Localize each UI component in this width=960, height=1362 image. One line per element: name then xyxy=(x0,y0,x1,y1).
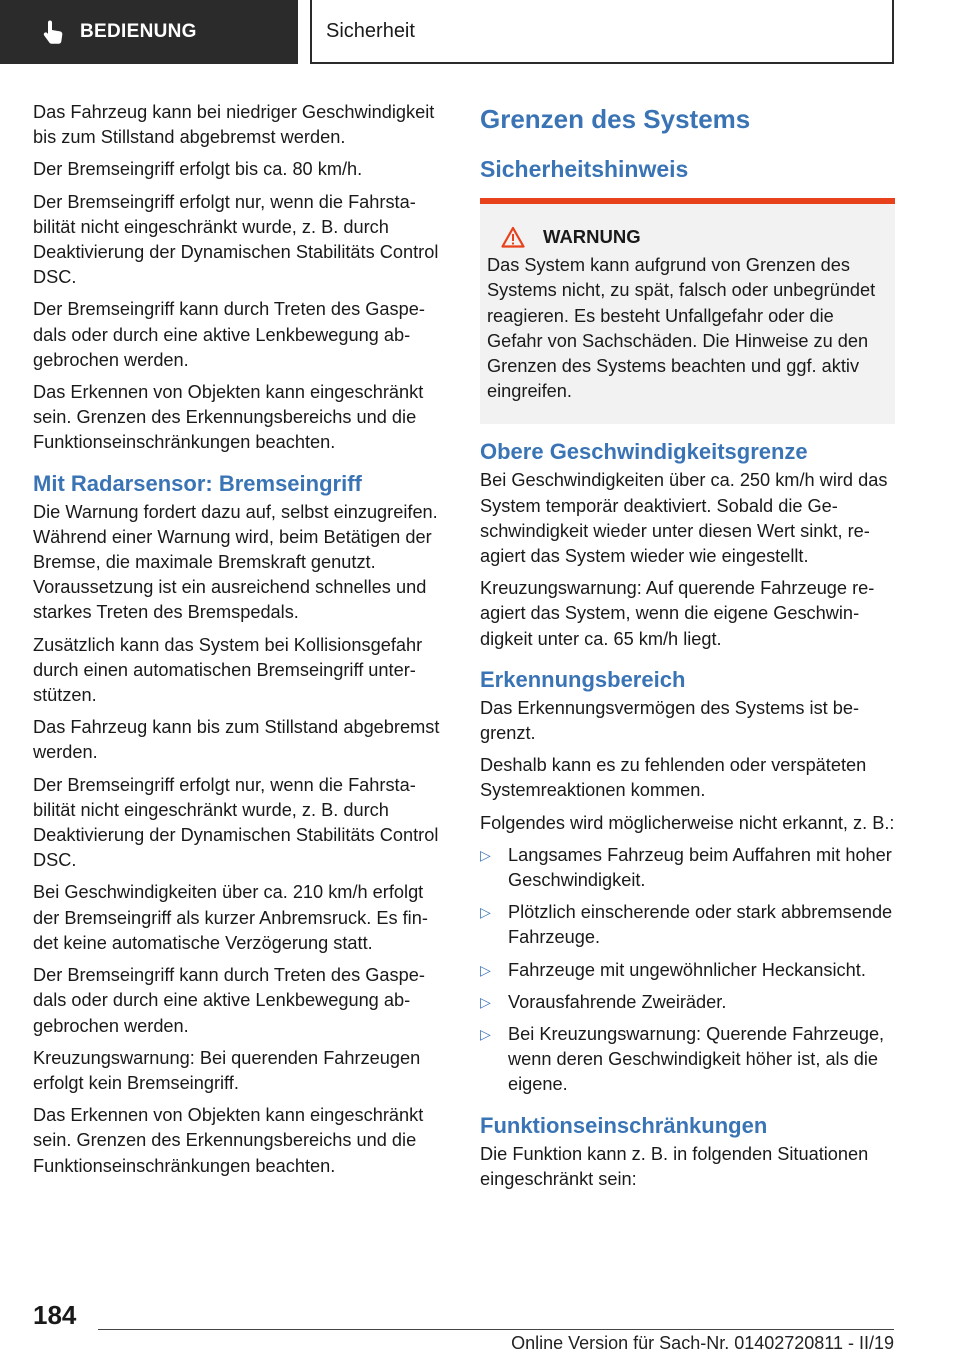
paragraph: Der Bremseingriff erfolgt nur, wenn die Fahrstabilität nicht eingeschränkt wurde, z. B. durch Deaktivierung der Dynamischen Stabilitäts Control DSC. xyxy=(33,191,439,288)
footer-version: Online Version für Sach-Nr. 01402720811 - II/19 xyxy=(511,1333,894,1353)
warning-triangle-icon xyxy=(501,226,525,248)
pointing-hand-icon xyxy=(42,19,64,45)
bullet-triangle-icon: ▷ xyxy=(480,904,491,921)
safety-heading: Sicherheitshinweis xyxy=(480,156,689,182)
section-label: BEDIENUNG xyxy=(80,21,197,42)
paragraph: Das Fahrzeug kann bis zum Stillstand abgebremst werden. xyxy=(33,717,440,763)
left-column xyxy=(33,100,447,1186)
warning-header xyxy=(487,224,887,249)
page-title: Sicherheit xyxy=(326,19,415,42)
section-heading: Mit Radarsensor: Bremseingriff xyxy=(33,470,362,496)
paragraph: Der Bremseingriff erfolgt nur, wenn die Fahrstabilität nicht eingeschränkt wurde, z. B. durch Deaktivierung der Dynamischen Stabilitäts Control DSC. xyxy=(33,774,439,871)
list-item-text: Plötzlich einscherende oder stark abbremsende Fahrzeuge. xyxy=(508,902,893,948)
list-item-text: Vorausfahrende Zweiräder. xyxy=(508,991,727,1012)
paragraph: Kreuzungswarnung: Bei querenden Fahrzeugen erfolgt kein Bremseingriff. xyxy=(33,1047,421,1093)
paragraph: Das Fahrzeug kann bei niedriger Geschwindigkeit bis zum Stillstand abgebremst werden. xyxy=(33,102,435,148)
right-column xyxy=(480,100,895,1199)
bullet-list xyxy=(480,843,895,1098)
warning-title: WARNUNG xyxy=(543,226,641,247)
list-item xyxy=(480,900,895,950)
list-item-text: Langsames Fahrzeug beim Auffahren mit hoher Geschwindigkeit. xyxy=(508,844,892,891)
paragraph: Der Bremseingriff erfolgt bis ca. 80 km/h. xyxy=(33,159,363,180)
paragraph: Der Bremseingriff kann durch Treten des Gaspedals oder durch eine aktive Lenkbewegung abgebrochen werden. xyxy=(33,299,425,370)
paragraph: Zusätzlich kann das System bei Kollisionsgefahr durch einen automatischen Bremseingriff unterstützen. xyxy=(33,634,423,706)
bullet-triangle-icon: ▷ xyxy=(480,1026,491,1043)
paragraph: Die Warnung fordert dazu auf, selbst einzugreifen. Während einer Warnung wird, beim Betätigen der Bremse, die maximale Bremskraft genutzt. Voraussetzung ist ein ausreichend schnelles und starkes Treten des Bremspedals. xyxy=(33,501,438,623)
list-item-text: Bei Kreuzungswarnung: Querende Fahrzeuge, wenn deren Geschwindigkeit höher ist, als die eigene. xyxy=(508,1024,885,1095)
bullet-triangle-icon: ▷ xyxy=(480,961,491,978)
list-item xyxy=(480,958,895,983)
warning-text: Das System kann aufgrund von Grenzen des Systems nicht, zu spät, falsch oder unbegründet reagieren. Es besteht Unfallgefahr oder die Gefahr von Sachschäden. Die Hinweise zu den Grenzen des Systems beachten und ggf. aktiv eingreifen. xyxy=(487,255,876,402)
bullet-triangle-icon: ▷ xyxy=(480,993,491,1010)
section-heading: Erkennungsbereich xyxy=(480,666,686,692)
section-tab[interactable] xyxy=(0,0,298,64)
footer-divider xyxy=(98,1329,894,1330)
page-number: 184 xyxy=(33,1300,77,1330)
list-item xyxy=(480,1022,895,1098)
paragraph: Bei Geschwindigkeiten über ca. 210 km/h erfolgt der Bremseingriff als kurzer Anbremsruck. Es findet keine automatische Verzögerung statt. xyxy=(33,882,428,953)
list-item-text: Fahrzeuge mit ungewöhnlicher Heckansicht. xyxy=(508,959,866,980)
warning-box xyxy=(480,198,895,424)
chapter-heading: Grenzen des Systems xyxy=(480,104,751,134)
paragraph: Die Funktion kann z. B. in folgenden Situationen eingeschränkt sein: xyxy=(480,1143,869,1189)
paragraph: Bei Geschwindigkeiten über ca. 250 km/h wird das System temporär deaktiviert. Sobald die Geschwindigkeit wieder unter diesen Wert sinkt, reagiert das System wieder wie eingestellt. xyxy=(480,470,888,567)
section-heading: Funktionseinschränkungen xyxy=(480,1112,768,1138)
section-heading: Obere Geschwindigkeitsgrenze xyxy=(480,439,808,465)
list-item xyxy=(480,843,895,893)
paragraph: Das Erkennen von Objekten kann eingeschränkt sein. Grenzen des Erkennungsbereichs und die Funktionseinschränkungen beachten. xyxy=(33,382,424,453)
paragraph: Kreuzungswarnung: Auf querende Fahrzeuge reagiert das System, wenn die eigene Geschwindigkeit unter ca. 65 km/h liegt. xyxy=(480,578,875,649)
paragraph: Folgendes wird möglicherweise nicht erkannt, z. B.: xyxy=(480,812,895,833)
list-item xyxy=(480,990,895,1015)
paragraph: Der Bremseingriff kann durch Treten des Gaspedals oder durch eine aktive Lenkbewegung abgebrochen werden. xyxy=(33,965,425,1036)
paragraph: Das Erkennen von Objekten kann eingeschränkt sein. Grenzen des Erkennungsbereichs und die Funktionseinschränkungen beachten. xyxy=(33,1105,424,1176)
paragraph: Das Erkennungsvermögen des Systems ist begrenzt. xyxy=(480,697,860,744)
page-title-tab xyxy=(310,0,894,64)
paragraph: Deshalb kann es zu fehlenden oder verspäteten Systemreaktionen kommen. xyxy=(480,755,867,801)
bullet-triangle-icon: ▷ xyxy=(480,846,491,863)
